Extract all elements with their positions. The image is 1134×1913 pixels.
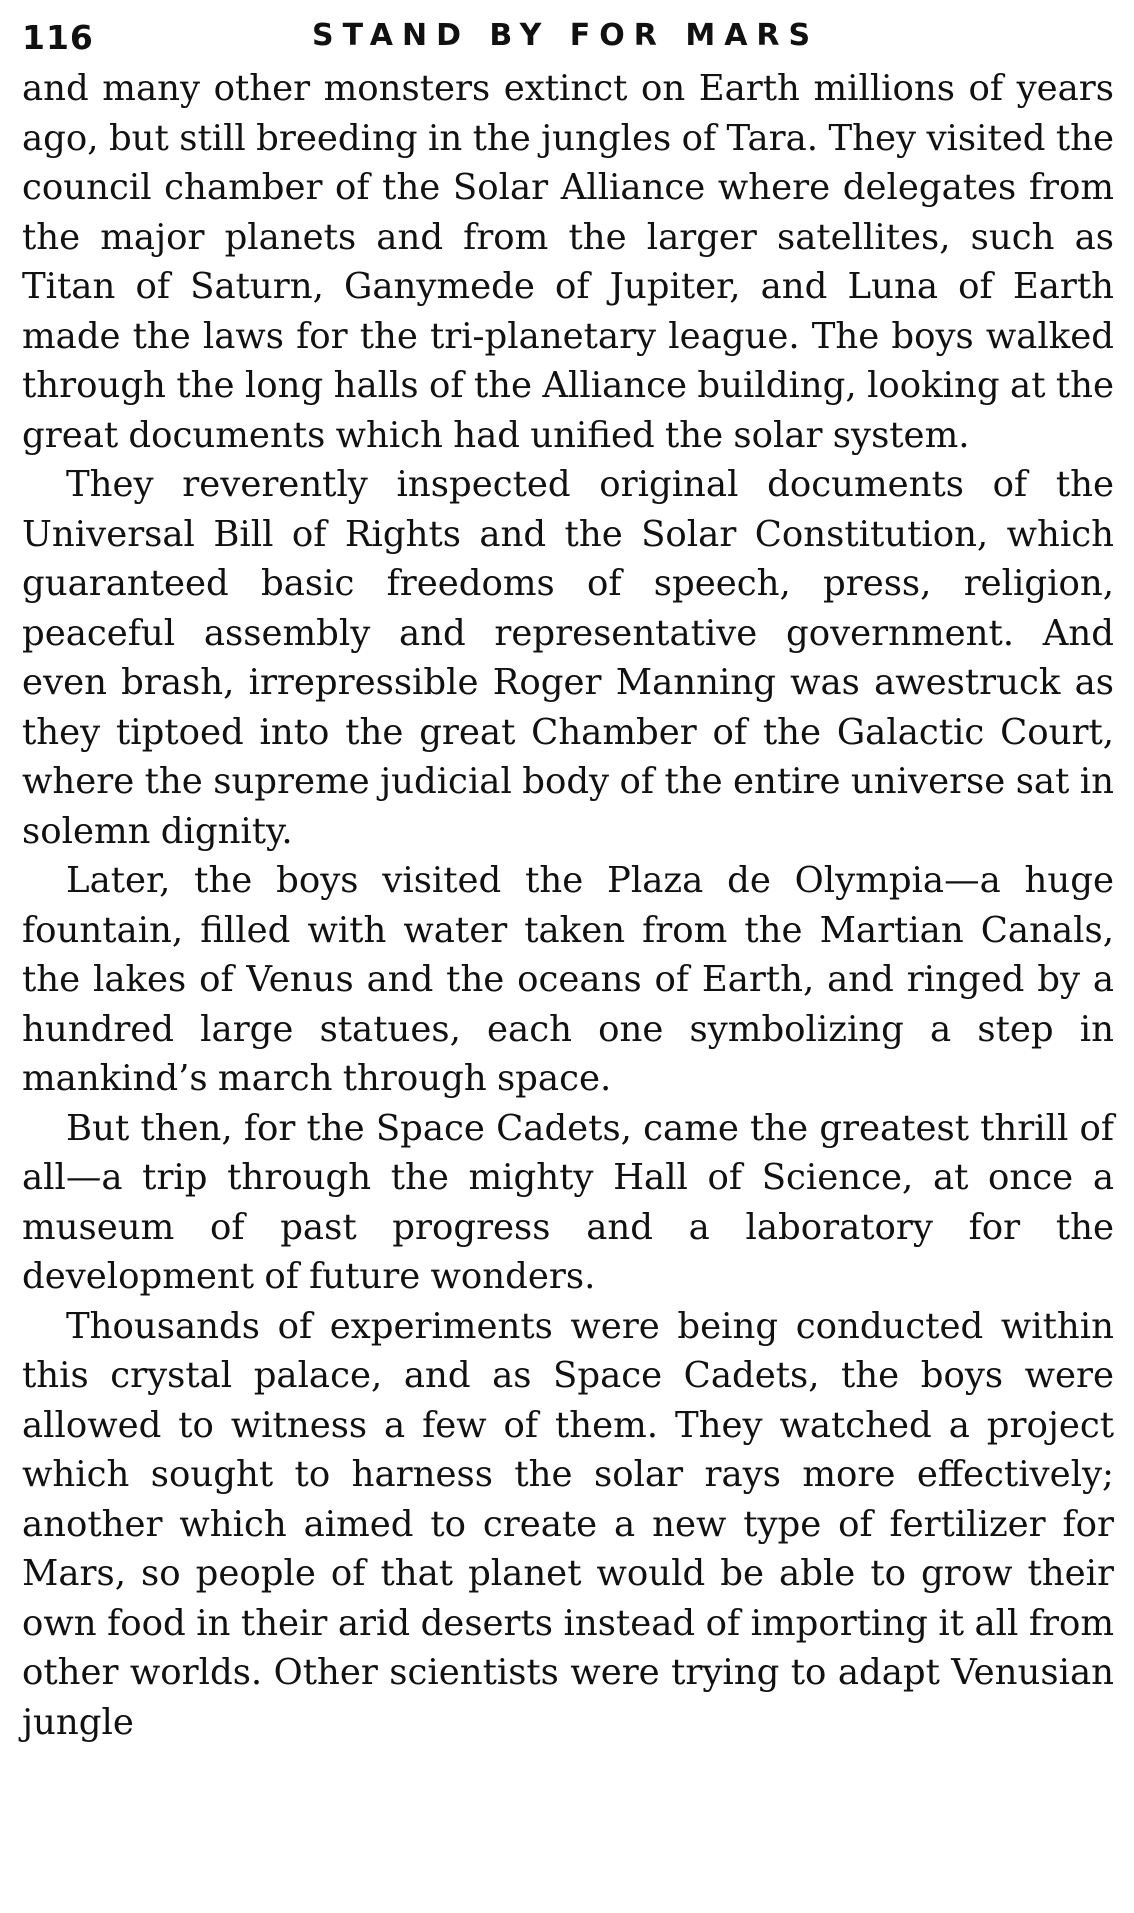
book-title: STAND BY FOR MARS [312, 18, 820, 53]
paragraph: But then, for the Space Cadets, came the greatest thrill of all—a trip through the mighty Hall of Science, at once a museum of past progress and a laboratory for the development of future wonders. [22, 1107, 1114, 1297]
running-head [22, 14, 1114, 64]
paragraph: Thousands of experiments were being conducted within this crystal palace, and as Space Cadets, the boys were allowed to witness a few of them. They watched a project which sought to harness the solar rays more effectively; another which aimed to create a new type of fertilizer for Mars, so people of that planet would be able to grow their own food in their arid deserts instead of importing it all from other worlds. Other scientists were trying to adapt Venusian jungle [22, 1305, 1114, 1743]
body-text [22, 64, 1114, 1747]
paragraph: They reverently inspected original documents of the Universal Bill of Rights and the Solar Constitution, which guaranteed basic freedoms of speech, press, religion, peaceful assembly and representative government. And even brash, irrepressible Roger Manning was awestruck as they tiptoed into the great Chamber of the Galactic Court, where the supreme judicial body of the entire universe sat in solemn dignity. [22, 464, 1114, 852]
paragraph: Later, the boys visited the Plaza de Olympia—a huge fountain, filled with water taken from the Martian Canals, the lakes of Venus and the oceans of Earth, and ringed by a hundred large statues, each one symbolizing a step in mankind’s march through space. [22, 860, 1114, 1099]
book-page [22, 14, 1114, 1747]
page-number: 116 [22, 18, 94, 57]
paragraph-continued: and many other monsters extinct on Earth millions of years ago, but still breeding in the jungles of Tara. They visited the council chamber of the Solar Alliance where delegates from the major planets and from the larger satellites, such as Titan of Saturn, Ganymede of Jupiter, and Luna of Earth made the laws for the tri-planetary league. The boys walked through the long halls of the Alliance building, looking at the great documents which had unified the solar system. [22, 68, 1114, 456]
